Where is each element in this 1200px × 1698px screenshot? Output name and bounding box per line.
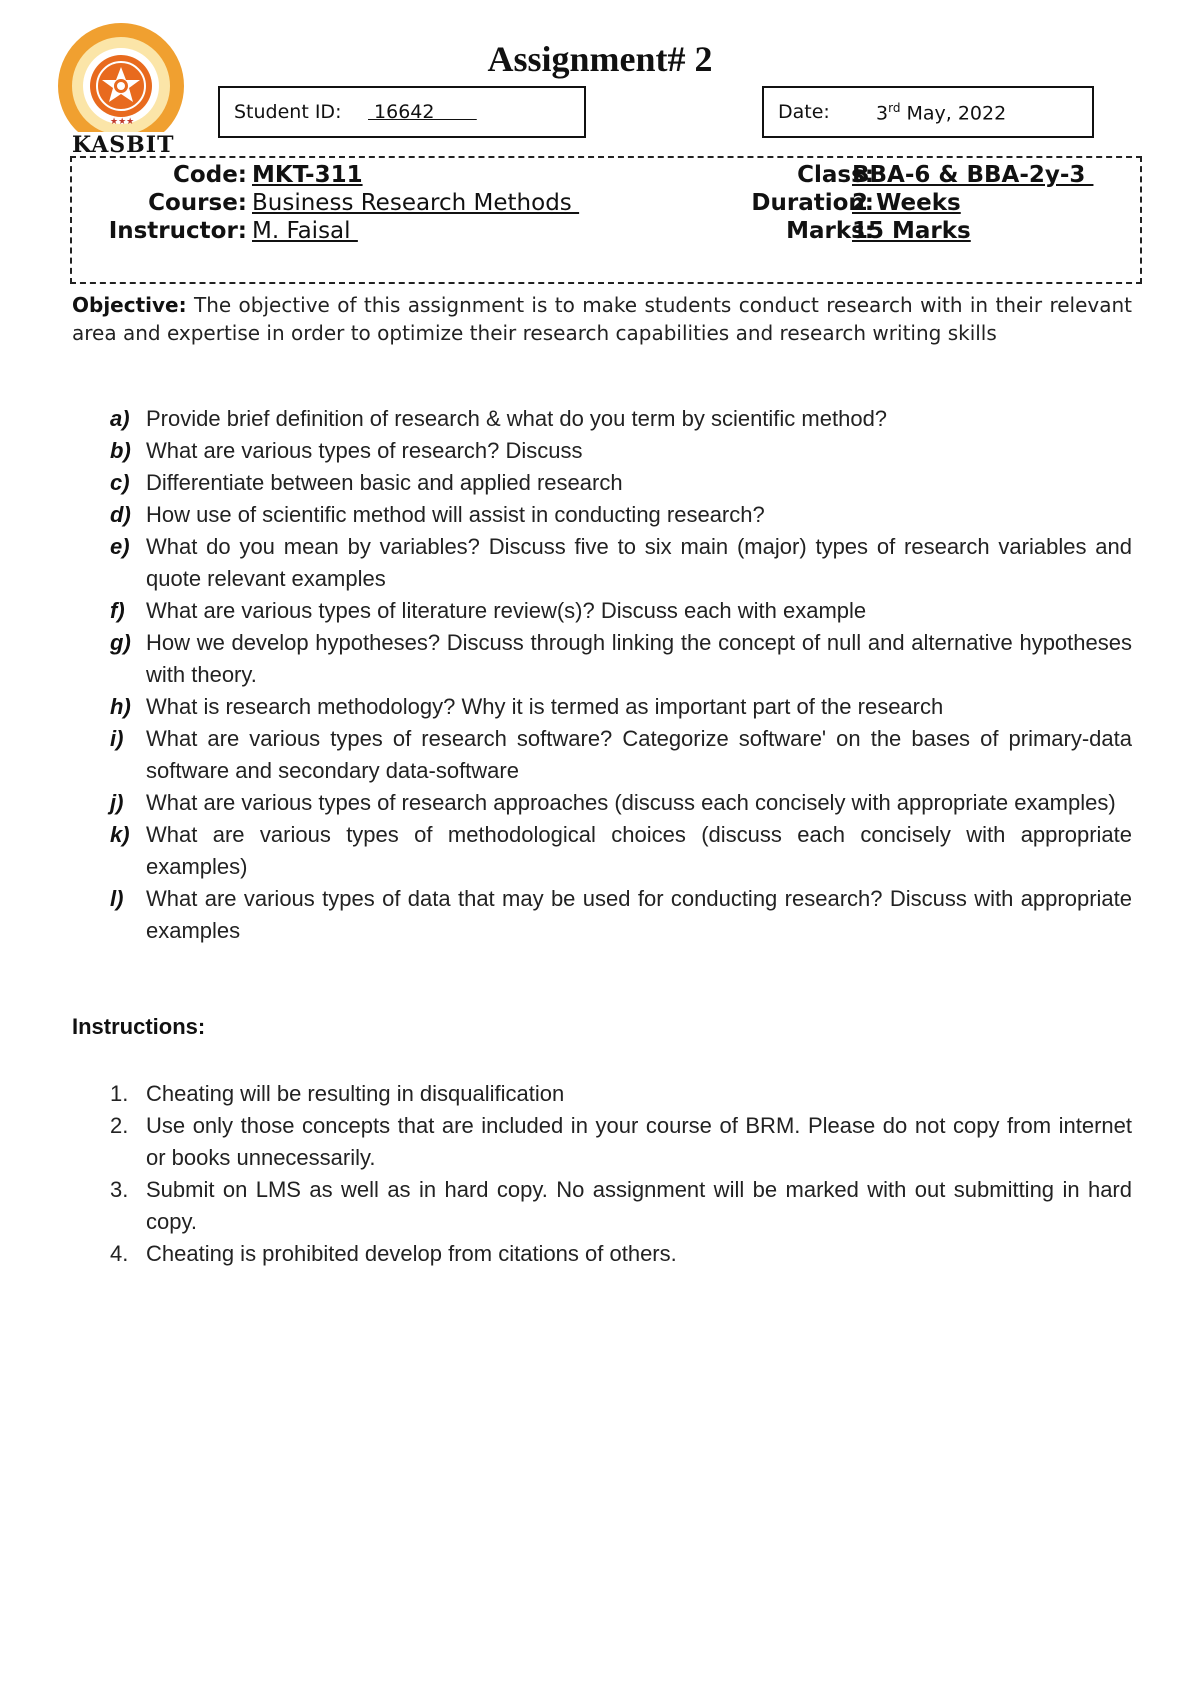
question-text: What are various types of methodological choices (discuss each concisely with appropriate examples) <box>146 822 1132 879</box>
question-letter: b) <box>110 438 131 463</box>
list-item <box>72 1078 1132 1110</box>
instruction-text: Cheating is prohibited develop from citations of others. <box>146 1241 677 1266</box>
list-item <box>72 787 1132 819</box>
instructor-label: Instructor: <box>108 218 247 244</box>
page-title: Assignment# 2 <box>487 39 713 79</box>
question-letter: e) <box>110 534 130 559</box>
list-item <box>72 819 1132 883</box>
instructor-value: M. Faisal <box>252 218 358 244</box>
question-letter: j) <box>110 790 124 815</box>
objective-text: The objective of this assignment is to make students conduct research with in their relevant area and expertise in order to optimize their research capabilities and research writing skills <box>72 293 1132 345</box>
question-text: What are various types of research software? Categorize software' on the bases of primary-data software and secondary data-software <box>146 726 1132 783</box>
date-suffix: rd <box>888 101 901 115</box>
list-item <box>72 1238 1132 1270</box>
question-text: What are various types of literature review(s)? Discuss each with example <box>146 598 867 623</box>
objective-paragraph <box>72 291 1132 347</box>
question-text: What do you mean by variables? Discuss five to six main (major) types of research variables and quote relevant examples <box>146 534 1132 591</box>
instruction-text: Submit on LMS as well as in hard copy. No assignment will be marked with out submitting in hard copy. <box>146 1177 1132 1234</box>
date-value <box>876 101 1006 124</box>
date-box <box>762 86 1094 138</box>
question-letter: f) <box>110 598 125 623</box>
date-rest: May, 2022 <box>900 102 1007 125</box>
instruction-text: Use only those concepts that are included in your course of BRM. Please do not copy from internet or books unnecessarily. <box>146 1113 1132 1170</box>
student-id-label: Student ID: <box>234 101 342 123</box>
course-info-row <box>72 162 1140 190</box>
instruction-text: Cheating will be resulting in disqualification <box>146 1081 565 1106</box>
question-list <box>72 403 1132 947</box>
list-item <box>72 691 1132 723</box>
question-letter: h) <box>110 694 131 719</box>
question-letter: k) <box>110 822 130 847</box>
student-id-value: 16642 <box>368 101 477 123</box>
duration-value: 2 Weeks <box>852 190 961 216</box>
list-item <box>72 467 1132 499</box>
date-label: Date: <box>778 101 830 123</box>
list-item <box>72 1110 1132 1174</box>
question-text: What are various types of research? Discuss <box>146 438 583 463</box>
course-label: Course: <box>148 190 247 216</box>
question-text: How we develop hypotheses? Discuss through linking the concept of null and alternative hypotheses with theory. <box>146 630 1132 687</box>
code-value: MKT-311 <box>252 162 363 188</box>
date-day: 3 <box>876 102 889 125</box>
list-item <box>72 627 1132 691</box>
course-info-row <box>72 218 1140 246</box>
instruction-number: 2. <box>110 1113 129 1138</box>
question-text: Provide brief definition of research & what do you term by scientific method? <box>146 406 888 431</box>
list-item <box>72 531 1132 595</box>
course-info-row <box>72 190 1140 218</box>
question-text: How use of scientific method will assist in conducting research? <box>146 502 765 527</box>
list-item <box>72 1174 1132 1238</box>
list-item <box>72 499 1132 531</box>
question-letter: i) <box>110 726 124 751</box>
objective-label: Objective: <box>72 293 187 317</box>
class-label: Class: <box>797 162 874 188</box>
question-letter: d) <box>110 502 131 527</box>
question-letter: l) <box>110 886 124 911</box>
question-text: What are various types of research approaches (discuss each concisely with appropriate examples) <box>146 790 1116 815</box>
instructions-list <box>72 1078 1132 1270</box>
kasbit-logo <box>52 22 190 158</box>
list-item <box>72 883 1132 947</box>
instruction-number: 3. <box>110 1177 129 1202</box>
marks-label: Marks: <box>786 218 874 244</box>
marks-value: 15 Marks <box>852 218 971 244</box>
course-value: Business Research Methods <box>252 190 580 216</box>
instruction-number: 4. <box>110 1241 129 1266</box>
question-letter: g) <box>110 630 131 655</box>
code-label: Code: <box>173 162 247 188</box>
list-item <box>72 723 1132 787</box>
class-value: BBA-6 & BBA-2y-3 <box>852 162 1094 188</box>
question-text: What is research methodology? Why it is termed as important part of the research <box>146 694 944 719</box>
instruction-number: 1. <box>110 1081 129 1106</box>
list-item <box>72 595 1132 627</box>
logo-brand-text: KASBIT <box>72 132 175 158</box>
question-text: What are various types of data that may be used for conducting research? Discuss with appropriate examples <box>146 886 1132 943</box>
list-item <box>72 403 1132 435</box>
student-id-box <box>218 86 586 138</box>
duration-label: Duration: <box>751 190 874 216</box>
instructions-heading: Instructions: <box>72 1014 206 1039</box>
course-info-box <box>70 156 1142 284</box>
question-letter: a) <box>110 406 130 431</box>
institute-seal-icon <box>52 22 190 150</box>
svg-text:★★★: ★★★ <box>110 117 135 127</box>
question-letter: c) <box>110 470 130 495</box>
question-text: Differentiate between basic and applied research <box>146 470 623 495</box>
list-item <box>72 435 1132 467</box>
